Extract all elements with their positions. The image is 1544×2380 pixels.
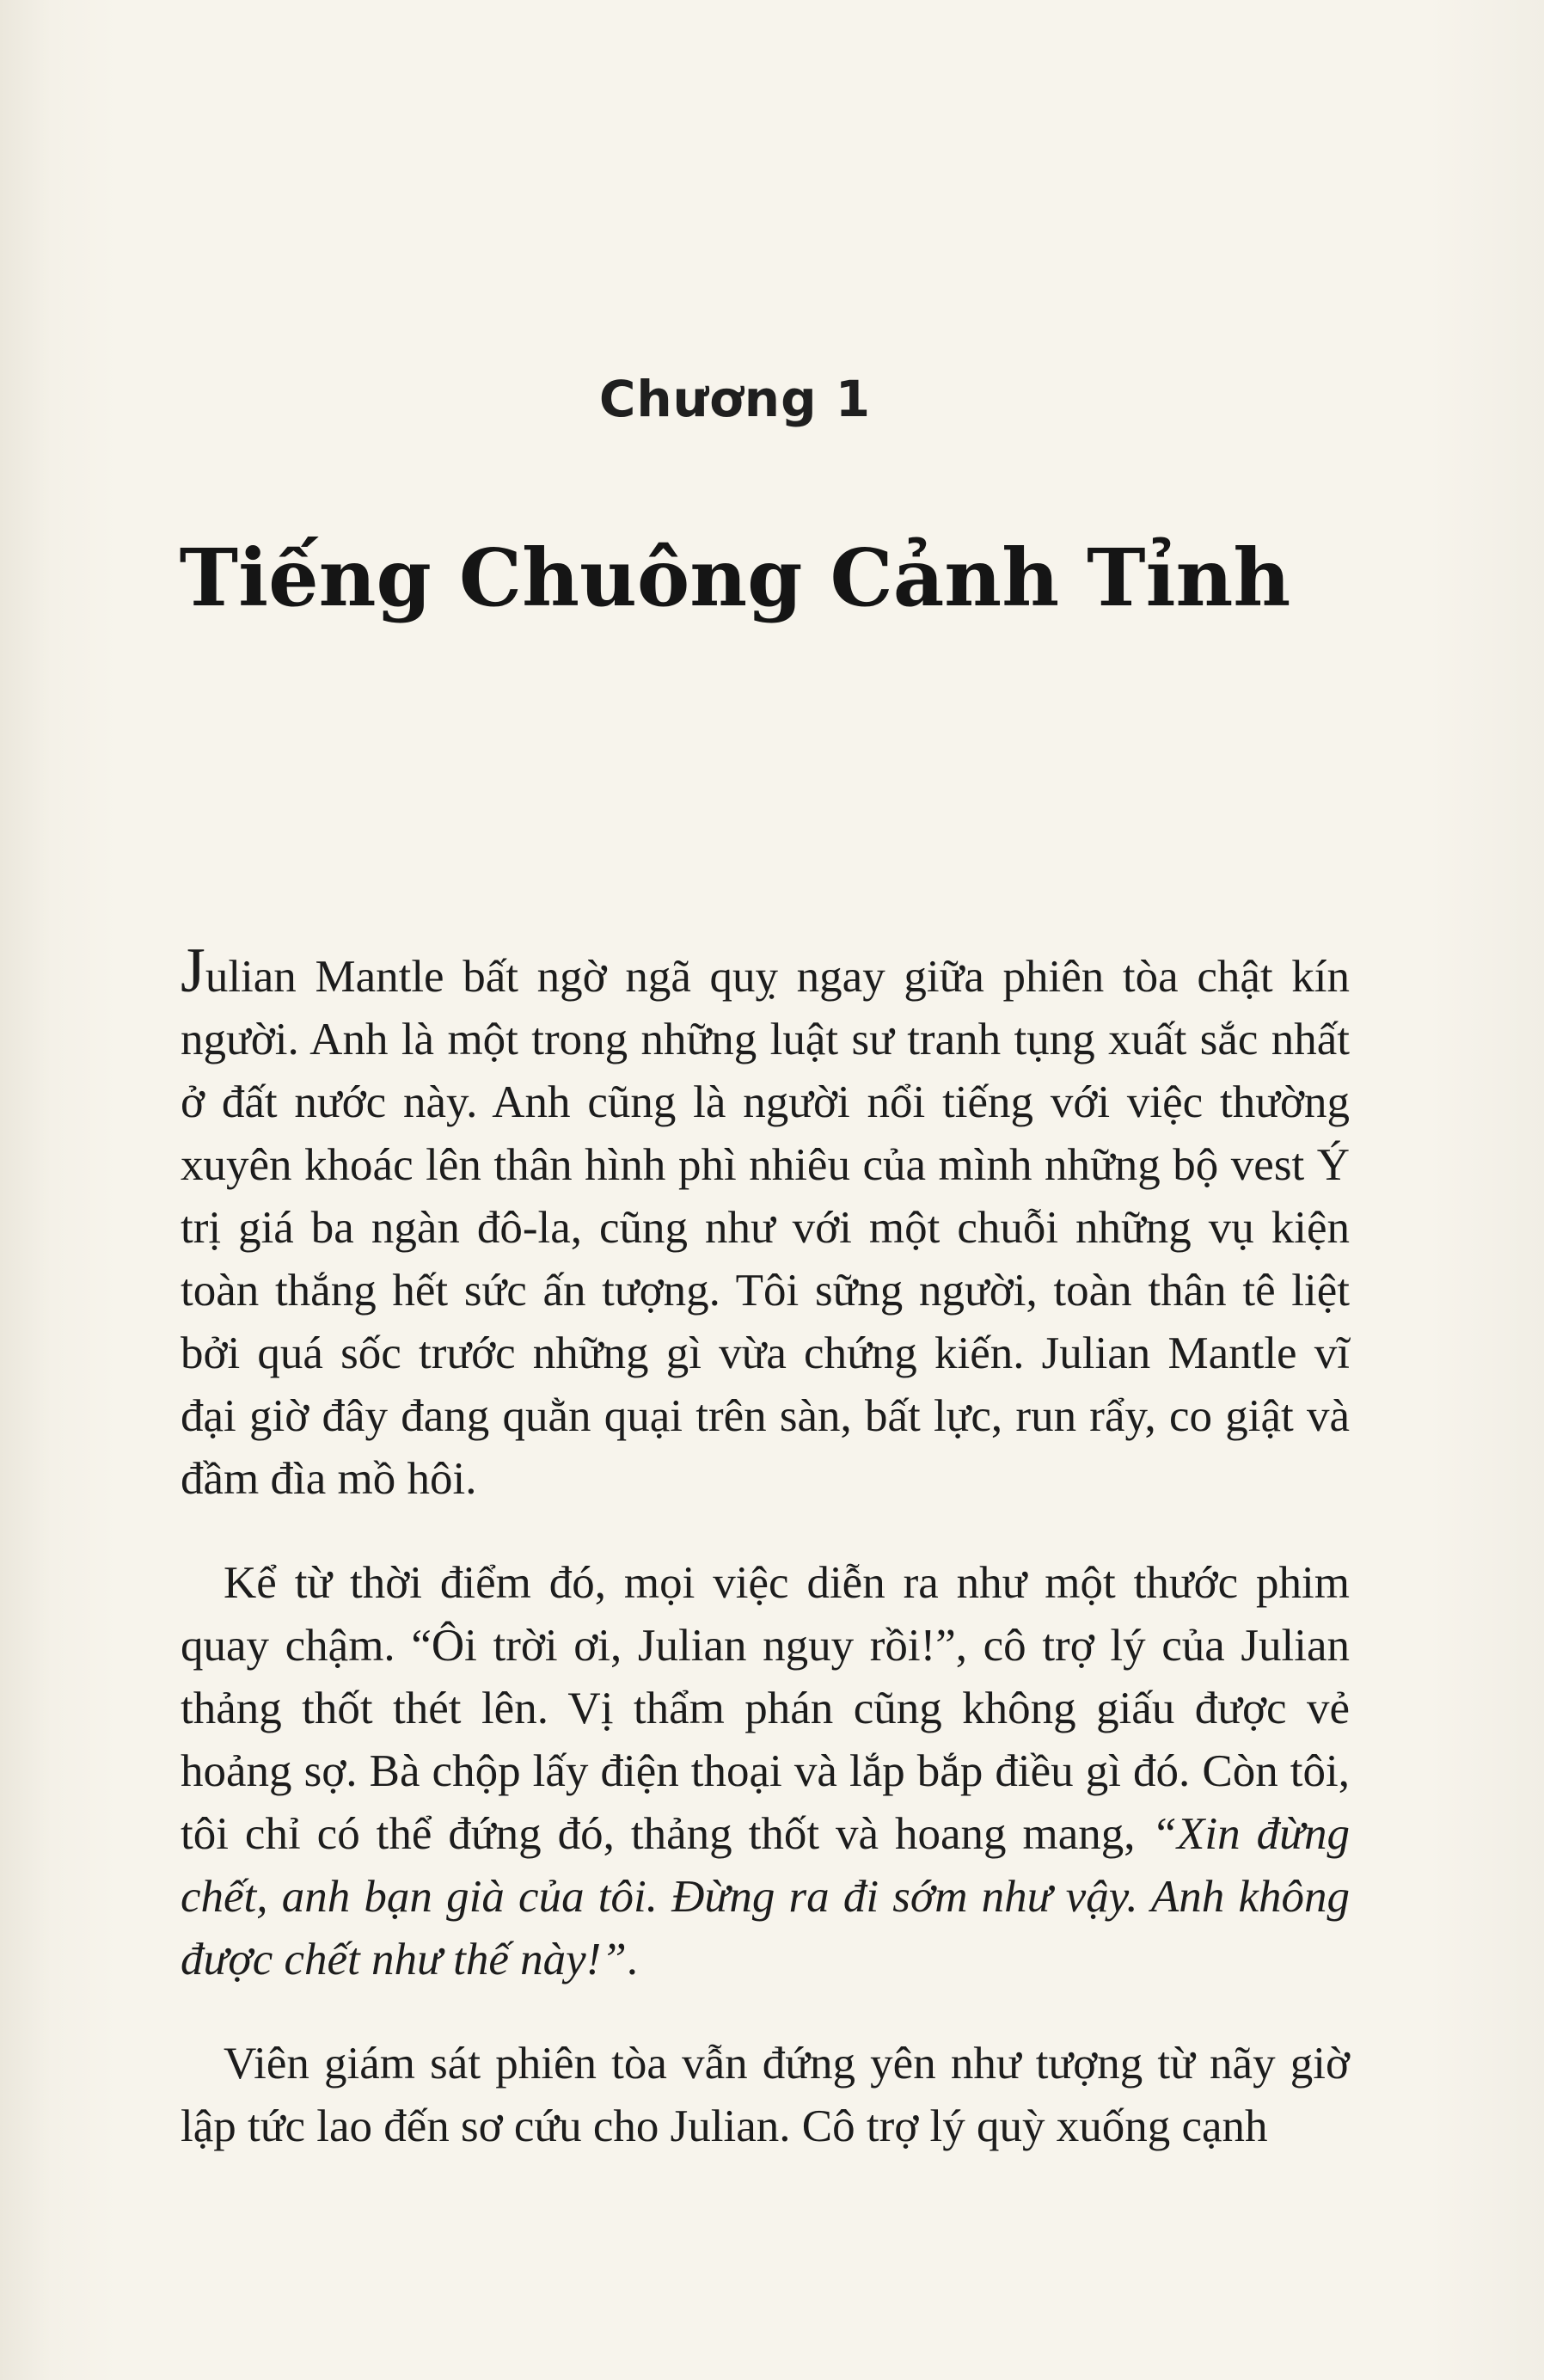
paragraph-1 <box>181 935 1350 1511</box>
chapter-title: Tiếng Chuông Cảnh Tỉnh <box>179 531 1291 624</box>
paragraph-2-text: Kể từ thời điểm đó, mọi việc diễn ra như một thước phim quay chậm. “Ôi trời ơi, Julian nguy rồi!”, cô trợ lý của Julian thảng thốt thét lên. Vị thẩm phán cũng không giấu được vẻ hoảng sợ. Bà chộp lấy điện thoại và lắp bắp điều gì đó. Còn tôi, tôi chỉ có thể đứng đó, thảng thốt và hoang mang, <box>181 1558 1350 1859</box>
chapter-number: Chương 1 <box>598 370 872 428</box>
paragraph-1-text: ulian Mantle bất ngờ ngã quỵ ngay giữa phiên tòa chật kín người. Anh là một trong những luật sư tranh tụng xuất sắc nhất ở đất nước này. Anh cũng là người nổi tiếng với việc thường xuyên khoác lên thân hình phì nhiêu của mình những bộ vest Ý trị giá ba ngàn đô-la, cũng như với một chuỗi những vụ kiện toàn thắng hết sức ấn tượng. Tôi sững người, toàn thân tê liệt bởi quá sốc trước những gì vừa chứng kiến. Julian Mantle vĩ đại giờ đây đang quằn quại trên sàn, bất lực, run rẩy, co giật và đầm đìa mồ hôi. <box>181 952 1350 1504</box>
initial-letter: J <box>181 935 205 1006</box>
body-text <box>181 935 1350 2199</box>
paragraph-3 <box>181 2033 1350 2158</box>
paragraph-3-text: Viên giám sát phiên tòa vẫn đứng yên như tượng từ nãy giờ lập tức lao đến sơ cứu cho Julian. Cô trợ lý quỳ xuống cạnh <box>181 2039 1350 2151</box>
paragraph-2 <box>181 1552 1350 1991</box>
paragraph-2-italic-quote: “Xin đừng chết, anh bạn già của tôi. Đừng ra đi sớm như vậy. Anh không được chết như thế này!” <box>181 1809 1350 1984</box>
paragraph-2-end: . <box>626 1935 639 1984</box>
